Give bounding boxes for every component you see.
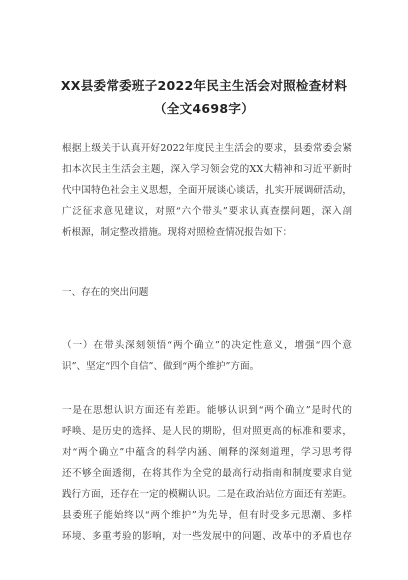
document-subtitle: （全文4698字） [154, 101, 254, 116]
section-heading [62, 282, 352, 303]
intro-line: 根据上级关于认真开好2022年度民主生活会的要求，县委常委会紧 [62, 143, 352, 154]
body-line: 呼唤、是历史的选择、是人民的期盼，但对照更高的标准和要求， [62, 426, 352, 437]
subsection-line: （一）在带头深刻领悟“两个确立”的决定性意义，增强“四个意 [62, 340, 352, 351]
body-line: 还不够全面透彻，在将其作为全党的最高行动指南和制度要求自觉 [62, 468, 352, 479]
body-line: 对“两个确立”中蕴含的科学内涵、阐释的深刻道理，学习思考得 [62, 447, 352, 458]
document-title: XX县委常委班子2022年民主生活会对照检查材料 [60, 78, 348, 93]
body-line: 一是在思想认识方面还有差距。能够认识到“两个确立”是时代的 [62, 405, 352, 416]
body-line: 县委班子能始终以“两个维护”为先导，但有时受多元思潮、多样 [62, 510, 352, 521]
body-line: 践行方面，还存在一定的模糊认识。二是在政治站位方面还有差距。 [62, 489, 352, 500]
subsection-paragraph [62, 335, 352, 377]
section-heading-text: 一、存在的突出问题 [62, 287, 149, 298]
intro-paragraph [62, 138, 352, 243]
body-paragraph [62, 400, 352, 547]
body-line: 环境、多重考验的影响，对一些发展中的问题、改革中的矛盾也存 [62, 531, 352, 542]
intro-line: 广泛征求意见建议，对照“六个带头”要求认真查摆问题，深入剖 [62, 206, 352, 217]
subsection-line: 识”、坚定“四个自信”、做到“两个维护”方面。 [62, 361, 260, 372]
intro-line: 代中国特色社会主义思想，全面开展谈心谈话，扎实开展调研活动， [62, 185, 352, 196]
intro-line: 扣本次民主生活会主题，深入学习领会党的XX大精神和习近平新时 [62, 164, 352, 175]
intro-line: 析根源，制定整改措施。现将对照检查情况报告如下： [62, 227, 293, 238]
